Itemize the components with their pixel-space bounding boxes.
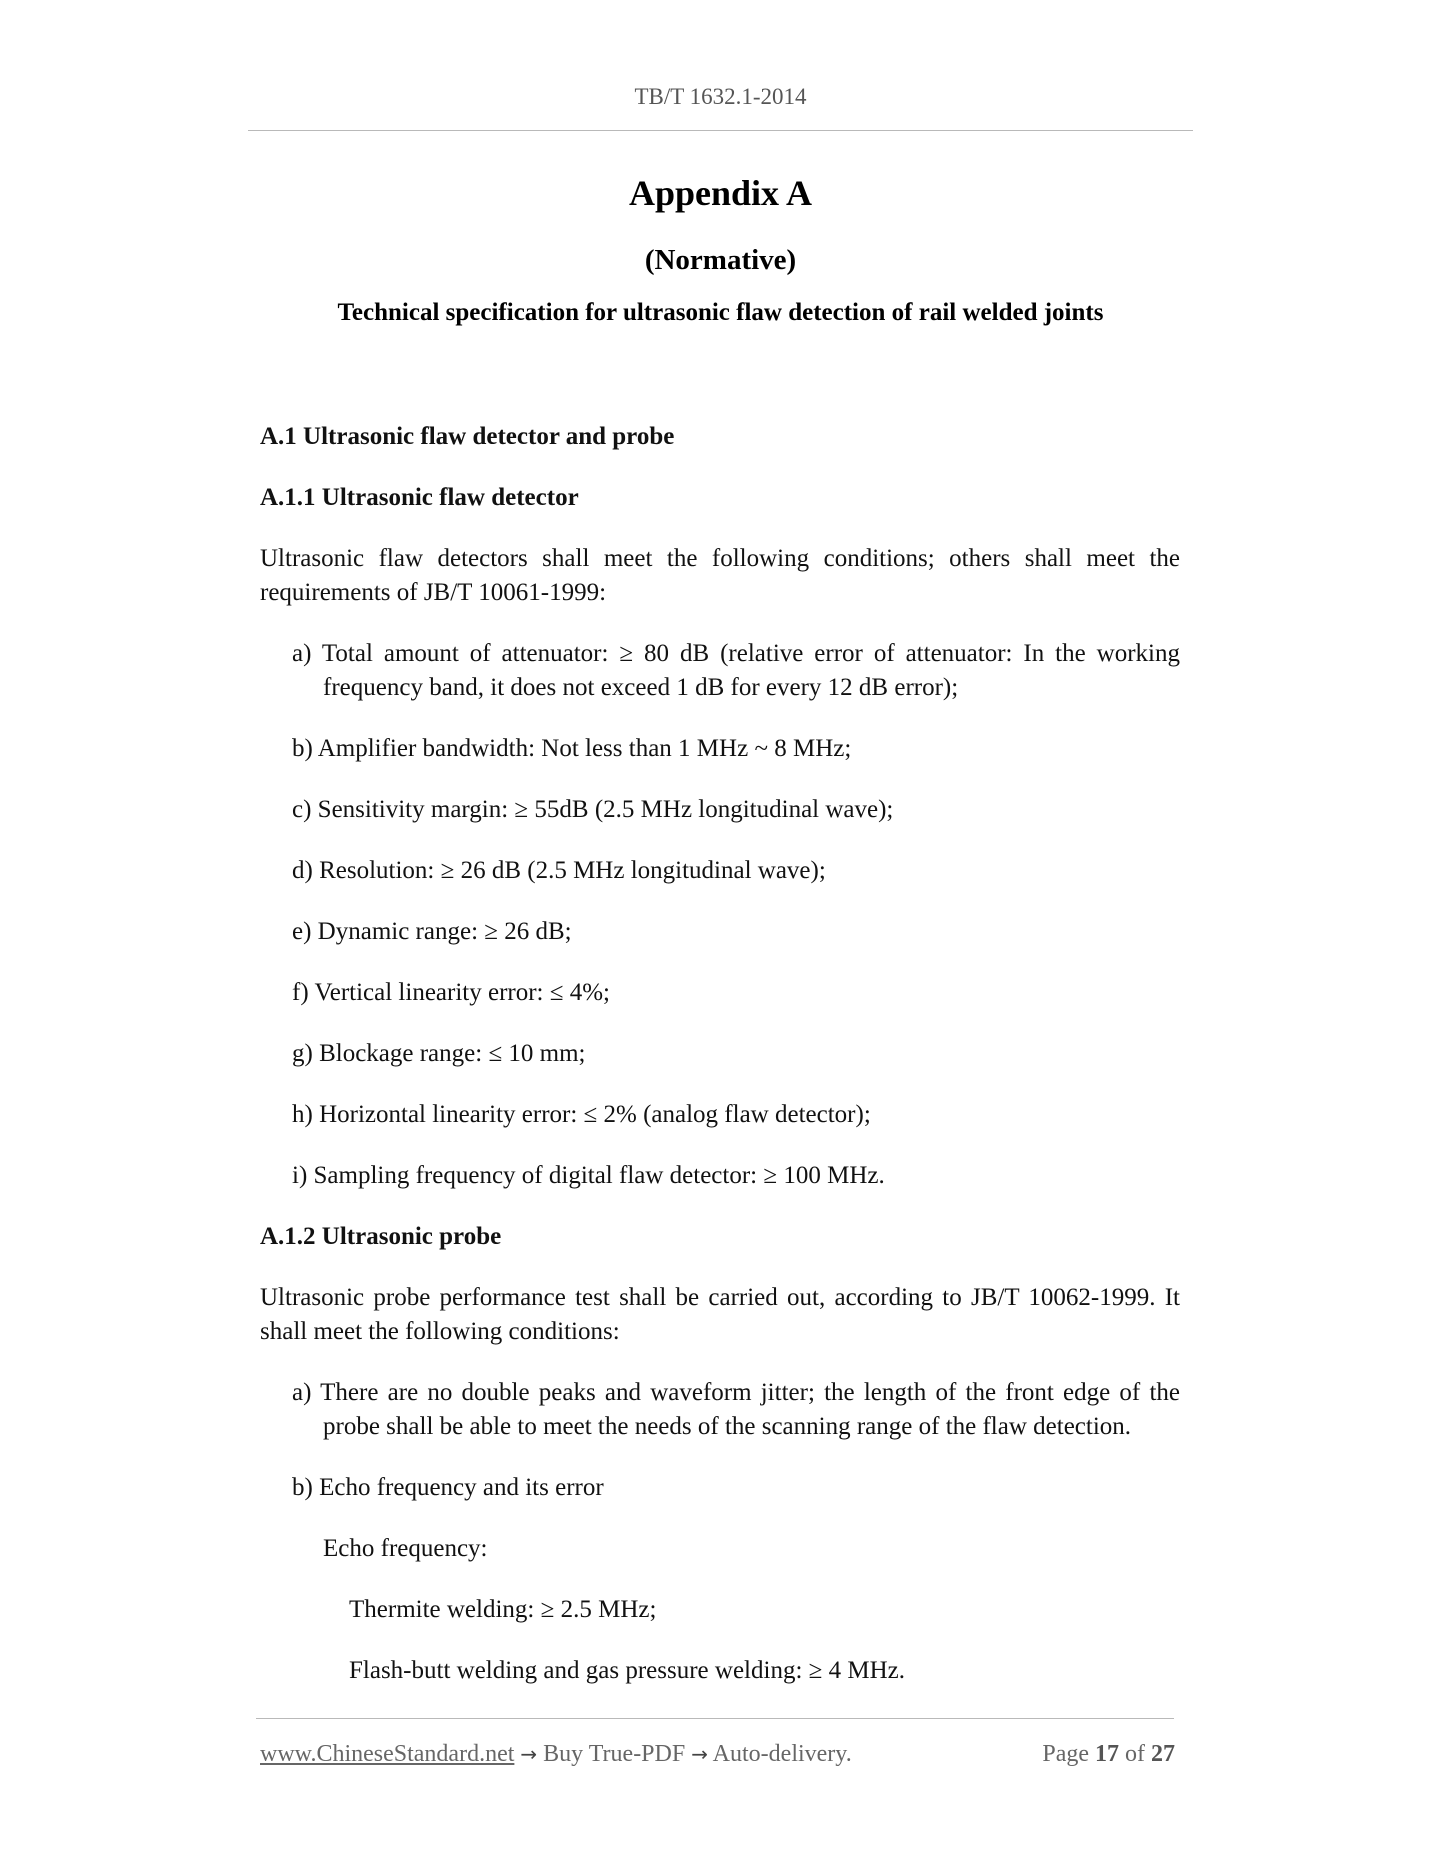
page-total: 27: [1151, 1741, 1175, 1767]
appendix-type: (Normative): [644, 244, 797, 276]
arrow-right-icon: →: [520, 1742, 538, 1766]
detector-requirements-list: [260, 637, 1180, 1193]
list-item: a) There are no double peaks and waveform jitter; the length of the front edge of the probe shall be able to meet the needs of the scanning range of the flaw detection.: [292, 1379, 1180, 1440]
appendix-title: Appendix A: [628, 173, 813, 213]
header-divider: [248, 130, 1193, 131]
list-item: e) Dynamic range: ≥ 26 dB;: [292, 918, 572, 945]
auto-delivery-text: Auto-delivery.: [712, 1741, 852, 1767]
section-heading-a12: A.1.2 Ultrasonic probe: [260, 1223, 502, 1250]
arrow-right-icon: →: [691, 1742, 708, 1766]
section-heading-a1: A.1 Ultrasonic flaw detector and probe: [260, 423, 675, 450]
appendix-subtitle: Technical specification for ultrasonic flaw detection of rail welded joints: [337, 299, 1104, 326]
section-a11-intro: Ultrasonic flaw detectors shall meet the following conditions; others shall meet the requirements of JB/T 10061-1999:: [260, 545, 1180, 606]
echo-frequency-flash-butt: Flash-butt welding and gas pressure welding: ≥ 4 MHz.: [349, 1657, 905, 1684]
echo-frequency-label: Echo frequency:: [323, 1535, 488, 1562]
list-item: c) Sensitivity margin: ≥ 55dB (2.5 MHz longitudinal wave);: [292, 796, 894, 823]
list-item: g) Blockage range: ≤ 10 mm;: [292, 1040, 586, 1067]
buy-pdf-text: Buy True-PDF: [543, 1741, 686, 1767]
echo-frequency-thermite: Thermite welding: ≥ 2.5 MHz;: [349, 1596, 657, 1623]
of-label: of: [1125, 1741, 1145, 1767]
site-link[interactable]: www.ChineseStandard.net: [260, 1741, 515, 1767]
section-a12-intro: Ultrasonic probe performance test shall be carried out, according to JB/T 10062-1999. It shall meet the following conditions:: [260, 1284, 1180, 1345]
document-code-header: TB/T 1632.1-2014: [634, 84, 807, 109]
page-number: 17: [1095, 1741, 1119, 1767]
list-item: i) Sampling frequency of digital flaw detector: ≥ 100 MHz.: [292, 1162, 885, 1189]
list-item: h) Horizontal linearity error: ≤ 2% (analog flaw detector);: [292, 1101, 871, 1128]
list-item: b) Amplifier bandwidth: Not less than 1 MHz ~ 8 MHz;: [292, 735, 852, 762]
list-item: f) Vertical linearity error: ≤ 4%;: [292, 979, 610, 1006]
page-indicator: [1042, 1741, 1175, 1768]
probe-requirements-list: [260, 1376, 1180, 1505]
footer-divider: [256, 1718, 1174, 1719]
page-footer: [260, 1741, 1175, 1768]
section-heading-a11: A.1.1 Ultrasonic flaw detector: [260, 484, 579, 511]
list-item: d) Resolution: ≥ 26 dB (2.5 MHz longitudinal wave);: [292, 857, 826, 884]
document-body: [260, 420, 1180, 1715]
page-label: Page: [1042, 1741, 1089, 1767]
list-item: a) Total amount of attenuator: ≥ 80 dB (relative error of attenuator: In the working frequency band, it does not exceed 1 dB for every 12 dB error);: [292, 640, 1180, 701]
list-item: b) Echo frequency and its error: [292, 1474, 604, 1501]
